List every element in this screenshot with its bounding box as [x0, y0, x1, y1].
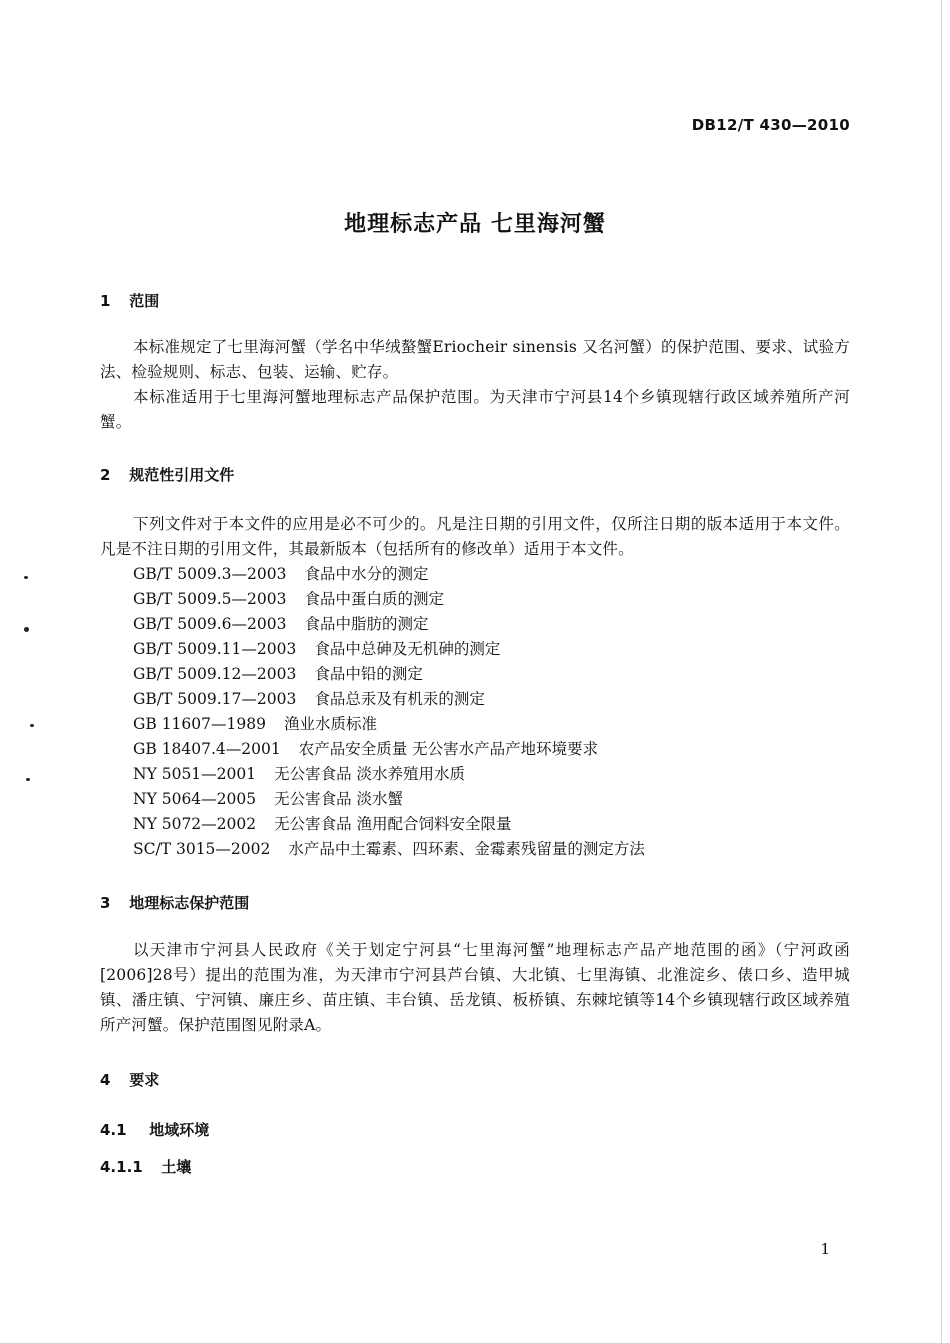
reference-title: 无公害食品 淡水蟹 [274, 790, 404, 808]
normative-references-list [133, 562, 645, 862]
reference-title: 食品中蛋白质的测定 [304, 590, 444, 608]
section-3-heading [100, 892, 249, 913]
page-number: 1 [820, 1240, 830, 1258]
document-title: 地理标志产品 七里海河蟹 [344, 212, 606, 237]
reference-title: 无公害食品 渔用配合饲料安全限量 [274, 815, 512, 833]
section-number: 3 [100, 894, 111, 912]
reference-code: GB/T 5009.12—2003 [133, 665, 297, 683]
section-title: 地理标志保护范围 [129, 894, 250, 912]
reference-code: GB/T 5009.17—2003 [133, 690, 297, 708]
reference-item [133, 612, 645, 637]
reference-code: NY 5072—2002 [133, 815, 257, 833]
reference-item [133, 712, 645, 737]
reference-code: GB 18407.4—2001 [133, 740, 281, 758]
scan-speck [24, 576, 28, 579]
section-title: 土壤 [161, 1158, 192, 1176]
section-4-1-1-heading [100, 1156, 191, 1177]
section-1-heading [100, 290, 159, 311]
reference-item [133, 812, 645, 837]
section-1-paragraph-1: 本标准规定了七里海河蟹（学名中华绒螯蟹Eriocheir sinensis 又名河蟹）的保护范围、要求、试验方法、检验规则、标志、包装、运输、贮存。 [100, 338, 850, 381]
section-4-1-heading [100, 1119, 209, 1140]
section-title: 规范性引用文件 [129, 466, 235, 484]
section-title: 要求 [129, 1071, 160, 1089]
reference-item [133, 562, 645, 587]
section-number: 2 [100, 466, 111, 484]
section-1-paragraph-2: 本标准适用于七里海河蟹地理标志产品保护范围。为天津市宁河县14个乡镇现辖行政区域养殖所产河蟹。 [100, 388, 850, 431]
section-2-paragraph: 下列文件对于本文件的应用是必不可少的。凡是注日期的引用文件，仅所注日期的版本适用于本文件。凡是不注日期的引用文件，其最新版本（包括所有的修改单）适用于本文件。 [100, 515, 850, 558]
reference-code: GB/T 5009.3—2003 [133, 565, 287, 583]
scan-edge-line [941, 0, 942, 1343]
reference-item [133, 837, 645, 862]
reference-item [133, 737, 645, 762]
reference-title: 食品中总砷及无机砷的测定 [314, 640, 501, 658]
section-3-paragraph: 以天津市宁河县人民政府《关于划定宁河县“七里海河蟹”地理标志产品产地范围的函》（宁河政函[2006]28号）提出的范围为准，为天津市宁河县芦台镇、大北镇、七里海镇、北淮淀乡、俵口乡、造甲城镇、潘庄镇、宁河镇、廉庄乡、苗庄镇、丰台镇、岳龙镇、板桥镇、东棘坨镇等14个乡镇现辖行政区域养殖所产河蟹。保护范围图见附录A。 [100, 941, 850, 1034]
reference-item [133, 687, 645, 712]
section-number: 4.1 [100, 1121, 127, 1139]
section-number: 1 [100, 292, 111, 310]
reference-title: 无公害食品 淡水养殖用水质 [274, 765, 466, 783]
reference-item [133, 662, 645, 687]
reference-item [133, 637, 645, 662]
reference-item [133, 787, 645, 812]
reference-code: GB/T 5009.6—2003 [133, 615, 287, 633]
section-2-heading [100, 464, 234, 485]
reference-title: 食品中脂肪的测定 [304, 615, 429, 633]
scan-speck [24, 627, 29, 632]
reference-code: GB/T 5009.5—2003 [133, 590, 287, 608]
reference-title: 食品中铅的测定 [314, 665, 423, 683]
scan-speck [26, 778, 30, 781]
section-title: 范围 [129, 292, 160, 310]
reference-title: 食品中水分的测定 [304, 565, 429, 583]
section-number: 4 [100, 1071, 111, 1089]
reference-item [133, 587, 645, 612]
reference-code: GB 11607—1989 [133, 715, 266, 733]
section-title: 地域环境 [149, 1121, 210, 1139]
section-4-heading [100, 1069, 159, 1090]
reference-code: SC/T 3015—2002 [133, 840, 271, 858]
reference-title: 农产品安全质量 无公害水产品产地环境要求 [298, 740, 599, 758]
standard-code: DB12/T 430—2010 [691, 116, 850, 134]
reference-title: 食品总汞及有机汞的测定 [314, 690, 485, 708]
reference-code: NY 5051—2001 [133, 765, 257, 783]
reference-code: GB/T 5009.11—2003 [133, 640, 297, 658]
reference-title: 渔业水质标准 [283, 715, 377, 733]
scan-speck [30, 724, 34, 727]
reference-item [133, 762, 645, 787]
reference-code: NY 5064—2005 [133, 790, 257, 808]
reference-title: 水产品中土霉素、四环素、金霉素残留量的测定方法 [288, 840, 645, 858]
section-number: 4.1.1 [100, 1158, 143, 1176]
